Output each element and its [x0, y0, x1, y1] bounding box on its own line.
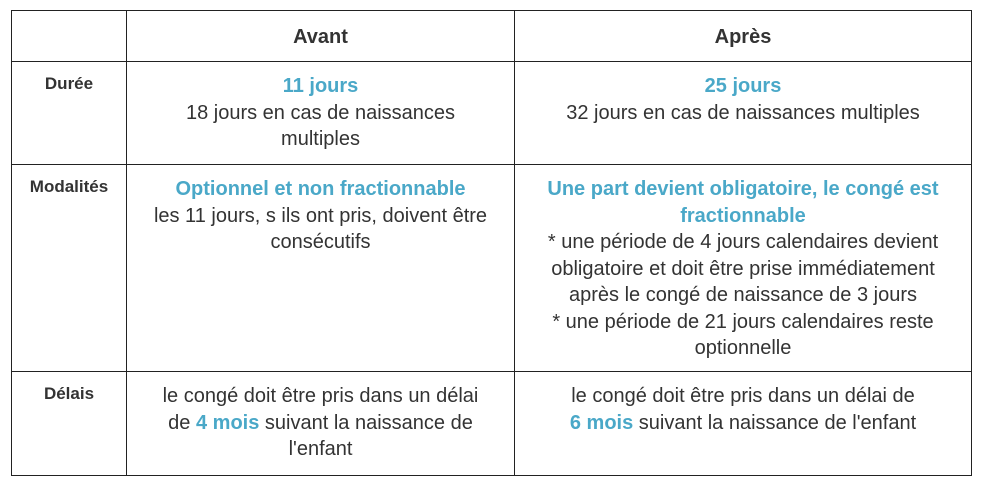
header-empty-cell: [12, 11, 127, 62]
delais-apres-line2: [525, 410, 961, 437]
modalites-apres-cell: [515, 165, 972, 372]
duree-avant-cell: [127, 62, 515, 165]
duree-avant-highlight: 11 jours: [282, 75, 359, 97]
duree-apres-cell: [515, 62, 972, 165]
modalites-apres-highlight2: fractionnable: [680, 204, 806, 227]
modalites-avant-highlight: Optionnel et non fractionnable: [175, 178, 466, 200]
delais-apres-cell: [515, 372, 972, 476]
row-label-delais: Délais: [12, 372, 127, 476]
row-label-duree: Durée: [12, 62, 127, 165]
modalites-apres-line3: après le congé de naissance de 3 jours: [568, 284, 917, 306]
delais-apres-post: suivant la naissance de l'enfant: [633, 411, 917, 434]
header-apres: Après: [515, 11, 972, 62]
duree-avant-line1: 18 jours en cas de naissances: [185, 101, 456, 124]
delais-avant-cell: [127, 372, 515, 476]
delais-avant-post: suivant la naissance de: [259, 411, 473, 434]
delais-apres-highlight: 6 mois: [569, 411, 634, 434]
modalites-avant-line1: les 11 jours, s ils ont pris, doivent être: [153, 204, 488, 227]
modalites-apres-line4: * une période de 21 jours calendaires reste: [552, 310, 934, 333]
delais-apres-line1: le congé doit être pris dans un délai de: [571, 385, 915, 407]
comparison-table: [11, 10, 972, 476]
delais-avant-line1: le congé doit être pris dans un délai: [162, 385, 479, 407]
delais-avant-line3: l'enfant: [288, 438, 353, 460]
duree-apres-highlight: 25 jours: [704, 75, 782, 97]
header-row: [12, 11, 972, 62]
modalites-apres-highlight1: Une part devient obligatoire, le congé est: [547, 178, 939, 200]
delais-avant-line2: [137, 410, 504, 437]
duree-apres-line1: 32 jours en cas de naissances multiples: [566, 101, 920, 124]
modalites-apres-line1: * une période de 4 jours calendaires devient: [547, 231, 939, 253]
delais-avant-pre: de: [168, 411, 196, 434]
table-row: [12, 62, 972, 165]
table-row: [12, 165, 972, 372]
duree-avant-line2: multiples: [281, 128, 360, 150]
modalites-avant-line2: consécutifs: [270, 231, 371, 253]
modalites-avant-cell: [127, 165, 515, 372]
delais-avant-highlight: 4 mois: [195, 411, 260, 434]
header-avant: Avant: [127, 11, 515, 62]
modalites-apres-line5: optionnelle: [694, 337, 792, 359]
modalites-apres-line2: obligatoire et doit être prise immédiatement: [551, 257, 935, 280]
table-row: [12, 372, 972, 476]
row-label-modalites: Modalités: [12, 165, 127, 372]
